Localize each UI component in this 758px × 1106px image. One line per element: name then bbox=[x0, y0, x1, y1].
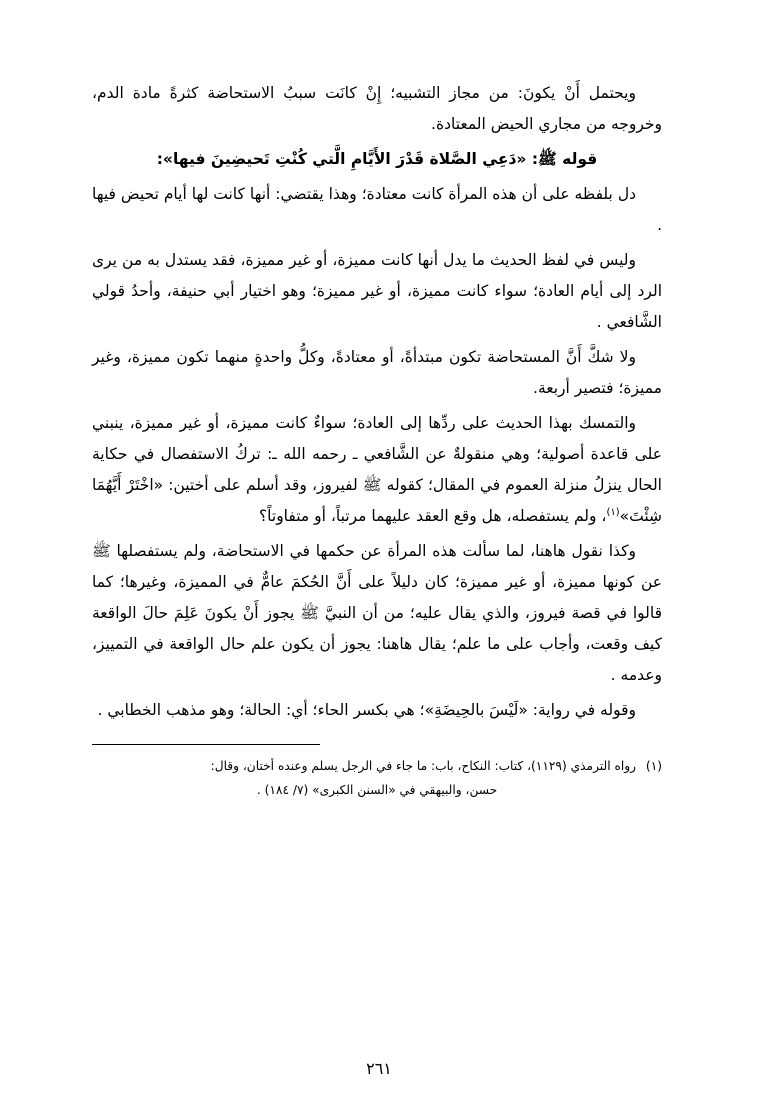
paragraph-1: ويحتمل أَنْ يكونَ: من مجاز التشبيه؛ إِنْ كانَت سببُ الاستحاضة كثرةً مادة الدم، وخروجه من مجاري الحيض المعتادة. bbox=[92, 84, 662, 133]
footnote-divider bbox=[92, 744, 320, 745]
paragraph-8: وقوله في رواية: «لَيْسَ بالحِيضَةِ»؛ هي بكسر الحاء؛ أي: الحالة؛ وهو مذهب الخطابي . bbox=[97, 701, 636, 719]
footnote-marker-1: (١) bbox=[606, 506, 620, 518]
paragraph-4: وليس في لفظ الحديث ما يدل أنها كانت مميزة، أو غير مميزة، فقد يستدل به من يرى الرد إلى أيام العادة؛ سواء كانت مميزة، أو غير مميزة؛ وهو اختيار أبي حنيفة، وأحدُ قولي الشَّافعي . bbox=[92, 251, 662, 331]
footnote-divider-wrap bbox=[92, 744, 662, 745]
page-body bbox=[92, 78, 662, 726]
paragraph-7: وكذا نقول هاهنا، لما سألت هذه المرأة عن حكمها في الاستحاضة، ولم يستفصلها ﷺ عن كونها مميزة، أو غير مميزة؛ كان دليلاً على أَنَّ الحُكمَ عامٌّ في المميزة، وغيرها؛ كما قالوا في قصة فيروز، والذي يقال عليه؛ من أن النبيَّ ﷺ يجوز أَنْ يكونَ عَلِمَ حالَ الواقعة كيف وقعت، وأجاب على ما علم؛ يقال هاهنا: يجوز أن يكون علم حال الواقعة في التمييز، وعدمه . bbox=[92, 542, 662, 684]
paragraph-6-main: والتمسك بهذا الحديث على ردِّها إلى العادة؛ سواءٌ كانت مميزة، أو غير مميزة، ينبني على قاعدة أصولية؛ وهي منقولةٌ عن الشَّافعي ـ رحمه الله ـ: تركُ الاستفصال في حكاية الحال ينزلُ منزلة العموم في المقال؛ كقوله ﷺ لفيروز، وقد أسلم على أختين: «اخْتَرْ أَيَّهُمَا شِئْتَ» bbox=[92, 414, 662, 525]
footnote-1 bbox=[92, 755, 662, 779]
footnote-1-line2: حسن، والبيهقي في «السنن الكبرى» (٧/ ١٨٤) . bbox=[256, 782, 498, 797]
page-number: ٢٦١ bbox=[366, 1059, 392, 1078]
footnote-1-number: (١) bbox=[645, 759, 662, 773]
paragraph-5: ولا شكَّ أَنَّ المستحاضة تكون مبتدأةً، أو معتادةً، وكلُّ واحدةٍ منهما تكون مميزة، وغير مميزة؛ فتصير أربعة. bbox=[92, 348, 662, 397]
paragraph-6-tail: ، ولم يستفصله، هل وقع العقد عليهما مرتباً، أو متفاوتاً؟ bbox=[258, 507, 607, 525]
hadith-heading: قوله ﷺ: «دَعِي الصَّلاة قَدْرَ الأَيَّامِ الَّتي كُنْتِ تَحيضِينَ فيها»: bbox=[156, 150, 598, 168]
paragraph-3: دل بلفظه على أن هذه المرأة كانت معتادة؛ وهذا يقتضي: أنها كانت لها أيام تحيض فيها . bbox=[92, 185, 662, 234]
paragraph-6 bbox=[92, 408, 662, 532]
footnote-1-line1: رواه الترمذي (١١٢٩)، كتاب: النكاح، باب: ما جاء في الرجل يسلم وعنده أختان، وقال: bbox=[210, 759, 636, 773]
